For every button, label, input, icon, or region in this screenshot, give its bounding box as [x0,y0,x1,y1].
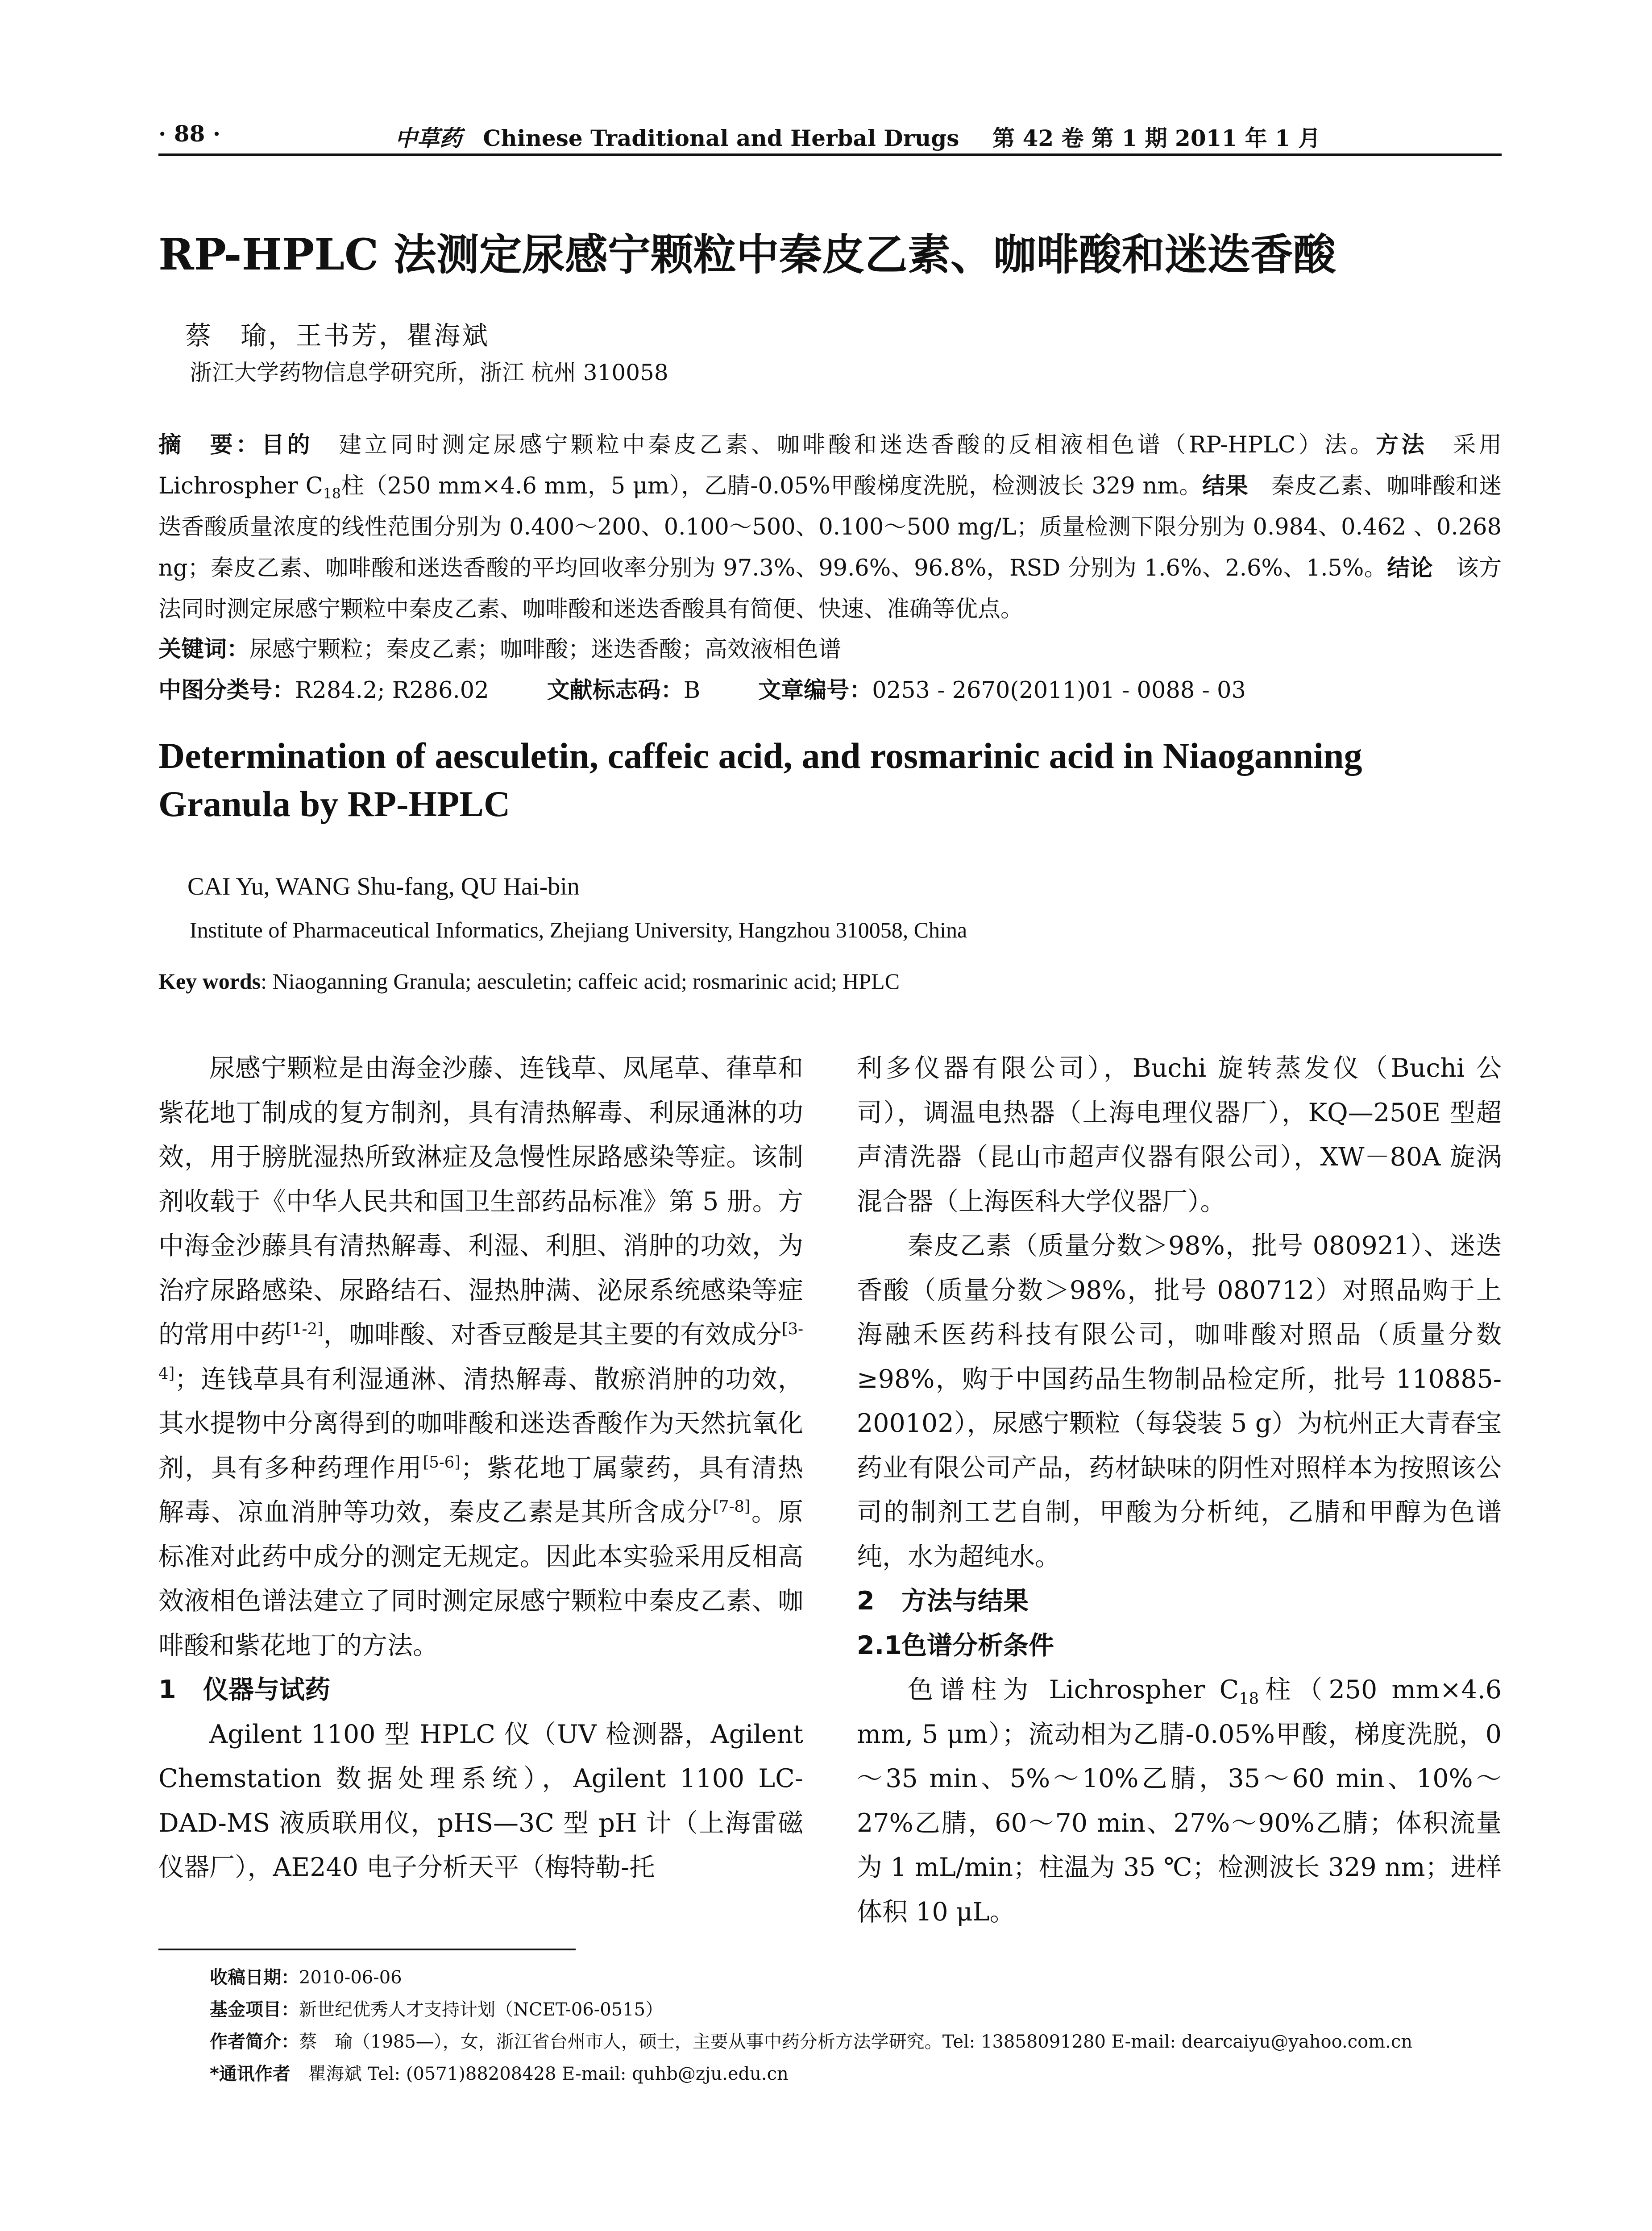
corresponding-label: *通讯作者 [210,2064,291,2084]
affiliation-cn: 浙江大学药物信息学研究所，浙江 杭州 310058 [190,360,668,386]
bio-label: 作者简介： [210,2032,299,2052]
conditions-text-pre: 色谱柱为 Lichrospher C [908,1675,1239,1704]
section-2-1-number: 2.1 [857,1630,902,1660]
bio-text: 蔡 瑜（1985—），女，浙江省台州市人，硕士，主要从事中药分析方法学研究。Tel: 13858091280 E-mail: dearcaiyu@yahoo.com.cn [299,2032,1413,2052]
intro-text-5: 。原标准对此药中成分的测定无规定。因此本实验采用反相高效液相色谱法建立了同时测定尿感宁颗粒中秦皮乙素、咖啡酸和紫花地丁的方法。 [158,1497,804,1660]
classification-line [158,670,1502,711]
title-en-line-2: Granula by RP-HPLC [158,784,511,824]
keywords-cn [158,629,1502,670]
page-number: · 88 · [158,120,221,147]
received-date: 2010-06-06 [299,1967,402,1988]
section-1-title: 仪器与试药 [203,1675,330,1704]
section-2-1-heading [857,1624,1502,1668]
conditions-subscript: 18 [1239,1689,1259,1708]
keywords-en-text: : Niaoganning Granula; aesculetin; caffeic acid; rosmarinic acid; HPLC [261,969,900,994]
running-header [158,120,1502,153]
intro-text-1: 尿感宁颗粒是由海金沙藤、连钱草、凤尾草、葎草和紫花地丁制成的复方制剂，具有清热解毒、利尿通淋的功效，用于膀胱湿热所致淋症及急慢性尿路感染等症。该制剂收载于《中华人民共和国卫生部药品标准》第 5 册。方中海金沙藤具有清热解毒、利湿、利胆、消肿的功效，为治疗尿路感染、尿路结石、湿热肿满、泌尿系统感染等症的常用中药 [158,1053,803,1349]
header-rule [158,153,1502,156]
section-2-heading [857,1579,1502,1624]
intro-text-2: ，咖啡酸、对香豆酸是其主要的有效成分 [323,1320,782,1349]
footnote-author-bio [210,2028,1412,2053]
journal-name-en: Chinese Traditional and Herbal Drugs [483,125,959,151]
body-column-right [857,1046,1502,1934]
body-column-left [158,1046,803,1890]
methods-text-post: 柱（250 mm×4.6 mm，5 μm），乙腈-0.05%甲酸梯度洗脱，检测波长 329 nm。 [341,473,1203,499]
received-label: 收稿日期： [210,1967,299,1988]
objective-text: 建立同时测定尿感宁颗粒中秦皮乙素、咖啡酸和迷迭香酸的反相液相色谱（RP-HPLC）法。 [336,432,1376,458]
title-en-line-1: Determination of aesculetin, caffeic acid, and rosmarinic acid in Niaoganning [158,735,1362,776]
keywords-en [158,968,900,994]
citation-1-2: [1-2] [286,1320,324,1338]
clc-label: 中图分类号： [158,677,295,704]
authors-cn: 蔡 瑜，王书芳，瞿海斌 [185,320,490,351]
abstract [158,425,1502,630]
conditions-text-post: 柱（250 mm×4.6 mm, 5 μm）；流动相为乙腈-0.05%甲酸，梯度洗脱，0～35 min、5%～10%乙腈，35～60 min、10%～27%乙腈，60～70 min、27%～90%乙腈；体积流量为 1 mL/min；柱温为 35 ℃；检测波长 329 nm；进样体积 10 μL。 [857,1675,1502,1927]
fund-label: 基金项目： [210,1999,299,2020]
footnote-fund [210,1995,663,2021]
affiliation-en: Institute of Pharmaceutical Informatics, Zhejiang University, Hangzhou 310058, China [190,917,967,942]
doc-code-value: B [683,677,701,704]
section-2-number: 2 [857,1586,875,1616]
title-en [158,732,1502,828]
section-1-heading [158,1668,803,1713]
section-2-title: 方法与结果 [901,1586,1029,1616]
citation-3-4: [3-4] [158,1320,804,1383]
abstract-label: 摘 要： [158,432,261,458]
footnote-corresponding [210,2060,789,2085]
results-label: 结果 [1202,473,1249,499]
instruments-continued: 利多仪器有限公司），Buchi 旋转蒸发仪（Buchi 公司），调温电热器（上海电理仪器厂），KQ—250E 型超声清洗器（昆山市超声仪器有限公司），XW－80A 旋涡混合器（上海医科大学仪器厂）。 [857,1053,1502,1216]
journal-name-cn: 中草药 [395,125,462,151]
fund-text: 新世纪优秀人才支持计划（NCET-06-0515） [299,1999,664,2020]
intro-text-4: ；紫花地丁属蒙药，具有清热解毒、凉血消肿等功效，秦皮乙素是其所含成分 [158,1453,804,1527]
methods-text-pre: 采用 Lichrospher C [158,432,1502,499]
journal-info [395,120,1320,153]
citation-7-8: [7-8] [713,1497,751,1516]
keywords-cn-label: 关键词： [158,636,250,663]
article-number-value: 0253 - 2670(2011)01 - 0088 - 03 [872,677,1246,704]
conclusion-label: 结论 [1387,555,1433,581]
citation-5-6: [5-6] [423,1453,461,1472]
corresponding-text: 瞿海斌 Tel: (0571)88208428 E-mail: quhb@zju.edu.cn [308,2064,789,2084]
reagents-paragraph: 秦皮乙素（质量分数＞98%，批号 080921）、迷迭香酸（质量分数＞98%，批号 080712）对照品购于上海融禾医药科技有限公司，咖啡酸对照品（质量分数≥98%，购于中国药品生物制品检定所，批号 110885-200102），尿感宁颗粒（每袋装 5 g）为杭州正大青春宝药业有限公司产品，药材缺味的阴性对照样本为按照该公司的制剂工艺自制，甲酸为分析纯，乙腈和甲醇为色谱纯，水为超纯水。 [857,1231,1502,1572]
conclusion-text: 该方法同时测定尿感宁颗粒中秦皮乙素、咖啡酸和迷迭香酸具有简便、快速、准确等优点。 [158,555,1502,622]
footnote-rule [158,1949,576,1950]
clc-value: R284.2; R286.02 [295,677,489,704]
intro-text-3: ；连钱草具有利湿通淋、清热解毒、散瘀消肿的功效，其水提物中分离得到的咖啡酸和迷迭香酸作为天然抗氧化剂，具有多种药理作用 [158,1364,803,1483]
title-cn: RP-HPLC 法测定尿感宁颗粒中秦皮乙素、咖啡酸和迷迭香酸 [158,229,1336,280]
conditions-paragraph [857,1668,1502,1934]
article-number-label: 文章编号： [758,677,872,704]
doc-code-label: 文献标志码： [547,677,684,704]
section-2-1-title: 色谱分析条件 [901,1630,1054,1660]
footnote-received [210,1963,402,1989]
keywords-en-label: Key words [158,969,261,994]
instruments-paragraph: Agilent 1100 型 HPLC 仪（UV 检测器，Agilent Chemstation 数据处理系统），Agilent 1100 LC-DAD-MS 液质联用仪，pHS—3C 型 pH 计（上海雷磁仪器厂），AE240 电子分析天平（梅特勒-托 [158,1719,803,1882]
methods-label: 方法 [1376,432,1428,458]
objective-label: 目的 [261,432,313,458]
intro-paragraph [158,1046,803,1668]
section-1-number: 1 [158,1675,176,1704]
volume-issue: 第 42 卷 第 1 期 2011 年 1 月 [992,125,1321,151]
methods-subscript: 18 [323,486,341,502]
keywords-cn-text: 尿感宁颗粒；秦皮乙素；咖啡酸；迷迭香酸；高效液相色谱 [249,636,842,663]
results-text: 秦皮乙素、咖啡酸和迷迭香酸质量浓度的线性范围分别为 0.400～200、0.100～500、0.100～500 mg/L；质量检测下限分别为 0.984、0.462 、0.268 ng；秦皮乙素、咖啡酸和迷迭香酸的平均回收率分别为 97.3%、99.6%、96.8%，RSD 分别为 1.6%、2.6%、1.5%。 [158,473,1502,581]
authors-en: CAI Yu, WANG Shu-fang, QU Hai-bin [187,873,580,900]
